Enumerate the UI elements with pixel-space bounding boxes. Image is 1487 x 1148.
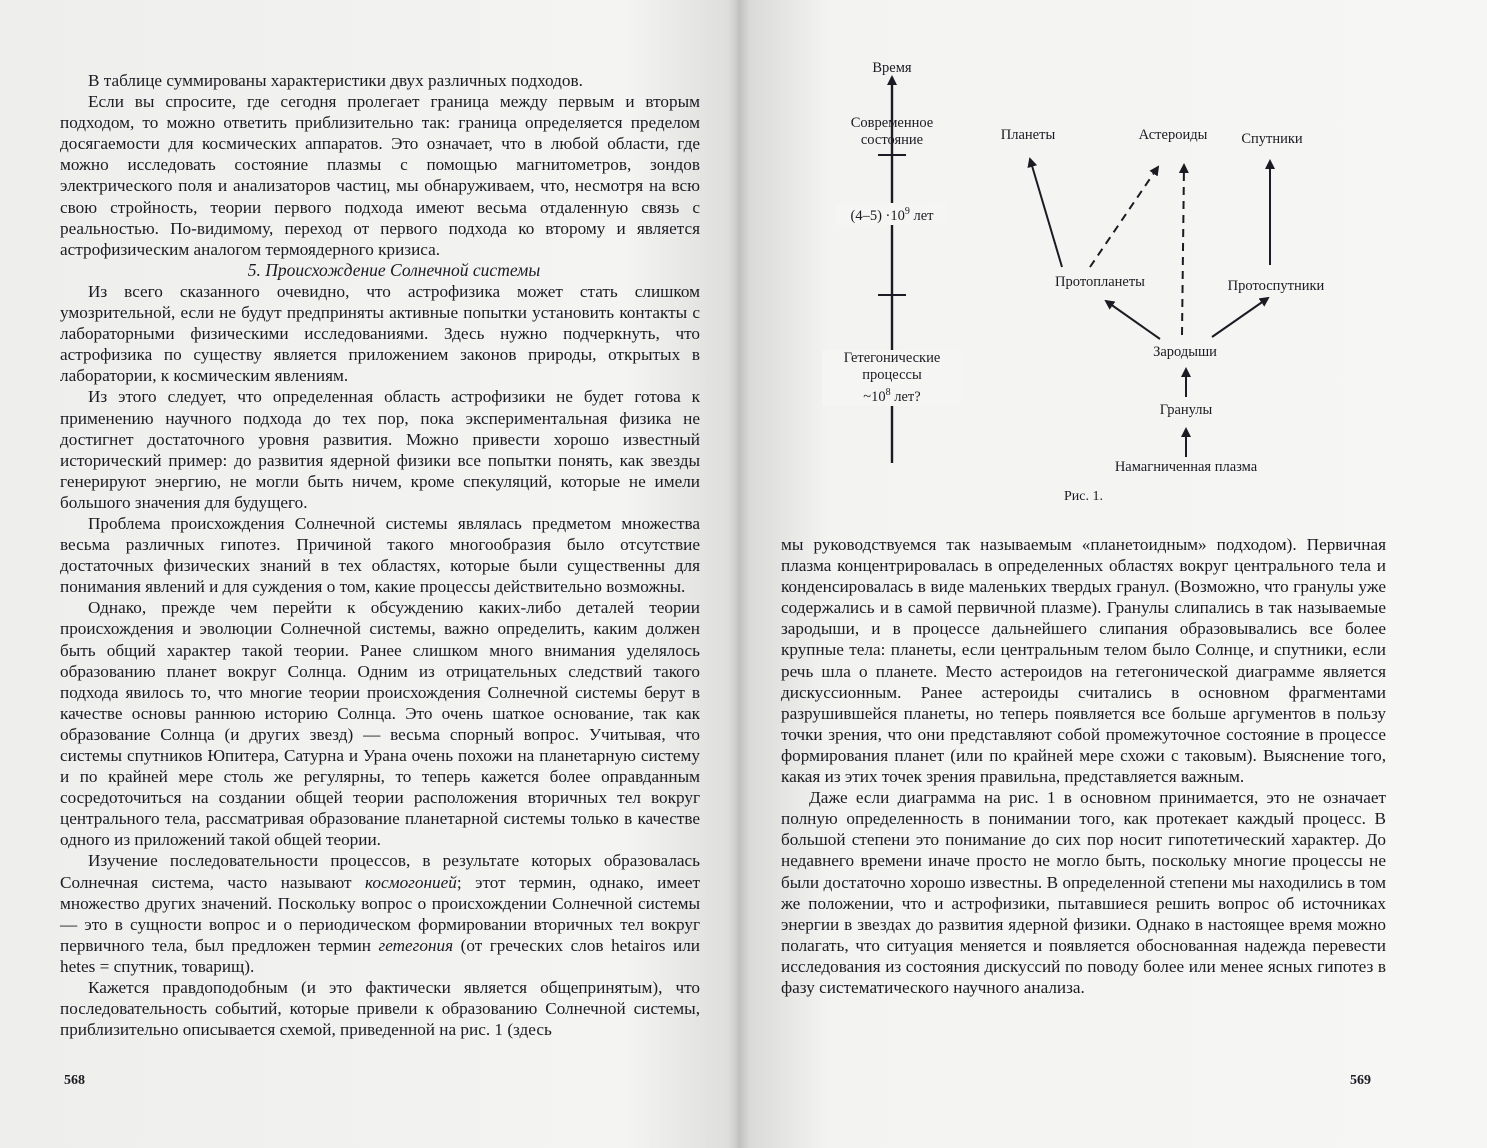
paragraph: В таблице суммированы характеристики двух различных подходов. — [88, 71, 583, 90]
hetegony-diagram — [820, 55, 1410, 510]
paragraph: Если вы спросите, где сегодня пролегает граница между первым и вторым подходом, то можно ответить приблизительно так: граница определяется пределом досягаемости для космических аппаратов. Это означает, что в любой области, где можно исследовать состояние плазмы с помощью магнитометров, зондов электрического поля и анализаторов частиц, мы обнаруживаем, что, несмотря на всю свою стройность, теории первого подхода имеют весьма отдаленную связь с реальностью. По-видимому, переход от первого подхода ко второму и является астрофизическим аналогом термоядерного кризиса. — [60, 92, 700, 259]
page-number-left: 568 — [64, 1073, 85, 1088]
text-span: Изучение последовательности процессов, в результате которых образовалась Солнечная система, часто называют — [60, 851, 700, 892]
section-heading: 5. Происхождение Солнечной системы — [247, 259, 541, 280]
paragraph: Из этого следует, что определенная область астрофизики не будет готова к применению научного подхода до тех пор, пока экспериментальная физика не достигнет достаточного уровня развития. Можно привести хорошо известный исторический пример: до развития ядерной физики все попытки понять, как звезды генерируют энергию, не могли быть ничем, кроме спекуляций, которые не имели большого значения для будущего. — [60, 387, 700, 512]
arrow-embryos-asteroids — [1182, 165, 1184, 335]
planets-label: Планеты — [1000, 127, 1056, 143]
hetegonic-unit: лет? — [890, 388, 921, 405]
present-line-1: Современное — [850, 115, 934, 131]
duration-unit: лет — [909, 207, 934, 224]
paragraph: Проблема происхождения Солнечной системы являлась предметом множества весьма различных гипотез. Причиной такого многообразия было отсутствие достаточных физических знаний в тех областях, которые были существенны для понимания явлений и для суждения о том, какие процессы действительно возможны. — [60, 513, 700, 597]
book-gutter — [728, 0, 750, 1148]
paragraph: Даже если диаграмма на рис. 1 в основном принимается, это не означает полную определенность в понимании того, как протекает каждый процесс. В большой степени это понимание до сих пор носит гипотетический характер. До недавнего времени иначе просто не могло быть, поскольку многие процессы не были достаточно хорошо известны. В определенной степени мы находились в том же положении, что и астрофизики, пытавшиеся решить вопрос об источниках энергии в звездах до развития ядерной физики. Однако в настоящее время можно полагать, что ситуация меняется и появляется обоснованная надежда перевести исследования из состояния дискуссий по поводу более или менее ясных гипотез в фазу систематического научного анализа. — [781, 788, 1386, 997]
right-page-text — [781, 534, 1386, 998]
present-line-2: состояние — [860, 132, 924, 148]
present-state-label — [822, 115, 962, 149]
hetegonic-line-3 — [822, 384, 962, 406]
protosatellites-label: Протоспутники — [1227, 278, 1325, 294]
term-cosmogony: космогонией — [365, 872, 457, 892]
magnetized-plasma-label: Намагниченная плазма — [1114, 459, 1258, 475]
asteroids-label: Астероиды — [1138, 127, 1208, 143]
paragraph-cosmogony — [60, 850, 700, 977]
hetegonic-processes-label — [822, 350, 962, 406]
arrow-embryos-protosatellites — [1212, 298, 1268, 337]
arrow-protoplanets-asteroids — [1090, 167, 1158, 267]
embryos-label: Зародыши — [1153, 344, 1217, 360]
duration-exp: 9 — [904, 206, 910, 217]
hetegonic-exp: 8 — [885, 387, 891, 398]
figure-caption: Рис. 1. — [1064, 489, 1103, 504]
arrow-embryos-protoplanets — [1106, 301, 1160, 339]
page-number-right: 569 — [1350, 1073, 1371, 1088]
satellites-label: Спутники — [1241, 131, 1303, 147]
text-span: ; этот термин, однако, имеет множество других значений. Поскольку вопрос о происхождении Солнечной системы — это в сущности вопрос и о периодическом формировании вторичных тел вокруг первичного тела, был предложен термин — [60, 872, 700, 955]
paragraph: мы руководствуемся так называемым «планетоидным» подходом). Первичная плазма концентрировалась в определенных областях вокруг центрального тела и конденсировалась в виде маленьких твердых гранул. (Возможно, что гранулы уже содержались и в самой первичной плазме). Гранулы слипались в так называемые зародыши, и в процессе дальнейшего слипания образовывались все более крупные тела: планеты, если центральным телом было Солнце, и спутники, если речь шла о планете. Место астероидов на гетегонической диаграмме является дискуссионным. Ранее астероиды считались в основном фрагментами разрушившейся планеты, но теперь появляется все больше аргументов в пользу точки зрения, что они представляют собой промежуточное состояние в процессе формирования планет (или по крайней мере схожи с таковым). Выяснение того, какая из этих точек зрения правильна, представляется важным. — [781, 535, 1386, 787]
duration-base: (4–5) ·10 — [850, 207, 905, 224]
paragraph: Из всего сказанного очевидно, что астрофизика может стать слишком умозрительной, если не будут предприняты активные попытки установить контакты с лабораторными физическими исследованиями. Здесь нужно подчеркнуть, что астрофизика по существу является приложением законов природы, открытых в лаборатории, к космическим явлениям. — [60, 281, 700, 386]
duration-label — [836, 203, 948, 225]
left-page — [0, 0, 738, 1148]
hetegonic-base: ~10 — [863, 388, 886, 405]
text-span: (от греческих слов hetairos или hetes = спутник, товарищ). — [60, 935, 700, 976]
left-page-text — [60, 70, 700, 1040]
protoplanets-label: Протопланеты — [1055, 274, 1145, 290]
paragraph: Однако, прежде чем перейти к обсуждению каких-либо деталей теории происхождения и эволюции Солнечной системы, важно определить, каким должен быть общий характер такой теории. Ранее слишком много внимания уделялось образованию планет вокруг Солнца. Одним из отрицательных следствий такого подхода явилось то, что многие теории происхождения Солнечной системы берут в качестве основы раннюю историю Солнца. Это очень шаткое основание, так как образование Солнца (и других звезд) — весьма спорный вопрос. Учитывая, что системы спутников Юпитера, Сатурна и Урана очень похожи на планетарную систему и по крайней мере столь же регулярны, то теперь кажется более оправданным сосредоточиться на создании общей теории расположения вторичных тел вокруг центрального тела, рассматривая образование планетарной системы только в качестве одного из приложений такой общей теории. — [60, 598, 700, 850]
hetegonic-line-1: Гетегонические — [843, 350, 941, 366]
hetegonic-line-2: процессы — [862, 367, 922, 383]
paragraph: Кажется правдоподобным (и это фактически является общепринятым), что последовательность событий, которые привели к образованию Солнечной системы, приблизительно описывается схемой, приведенной на рис. 1 (здесь — [60, 978, 700, 1040]
time-label: Время — [872, 60, 912, 76]
term-hetegony: гетегония — [378, 935, 454, 955]
granules-label: Гранулы — [1159, 402, 1213, 418]
arrow-protoplanets-planets — [1030, 159, 1062, 267]
